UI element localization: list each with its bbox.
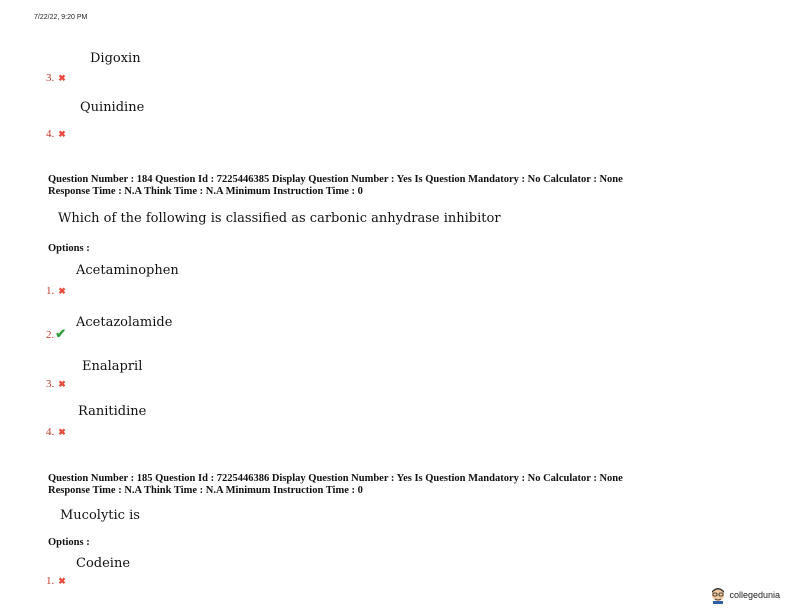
question-meta: Question Number : 185 Question Id : 7225446386 Display Question Number : Yes Is Question Mandatory : No Calculator : None Response Time : N.A Think Time : N.A Minimum Instruction Time : 0 [48,473,623,496]
options-label: Options : [48,537,90,548]
option-text: Acetazolamide [76,315,173,330]
option-number: 2.✔ [46,327,67,342]
option-number: 3. ✖ [46,378,66,390]
question-text: Mucolytic is [60,508,140,523]
question-text: Which of the following is classified as carbonic anhydrase inhibitor [58,211,501,226]
check-icon: ✔ [55,327,67,342]
option-number: 3. ✖ [46,72,66,84]
cross-icon: ✖ [58,287,66,297]
question-meta: Question Number : 184 Question Id : 7225446385 Display Question Number : Yes Is Question Mandatory : No Calculator : None Response Time : N.A Think Time : N.A Minimum Instruction Time : 0 [48,174,623,197]
options-label: Options : [48,243,90,254]
option-number: 4. ✖ [46,426,66,438]
cross-icon: ✖ [58,74,66,84]
option-text: Ranitidine [78,404,147,419]
collegedunia-logo [710,586,780,604]
option-text: Acetaminophen [76,263,179,278]
print-timestamp: 7/22/22, 9:20 PM [34,14,88,21]
logo-wordmark: collegedunia [729,590,780,600]
option-number: 4. ✖ [46,128,66,140]
option-text: Codeine [76,556,131,571]
cross-icon: ✖ [58,577,66,587]
option-text: Quinidine [80,100,145,115]
option-number: 1. ✖ [46,575,66,587]
option-text: Enalapril [82,359,143,374]
cross-icon: ✖ [58,380,66,390]
cross-icon: ✖ [58,130,66,140]
option-number: 1. ✖ [46,285,66,297]
cross-icon: ✖ [58,428,66,438]
option-text: Digoxin [90,51,141,66]
mascot-icon [710,586,726,604]
